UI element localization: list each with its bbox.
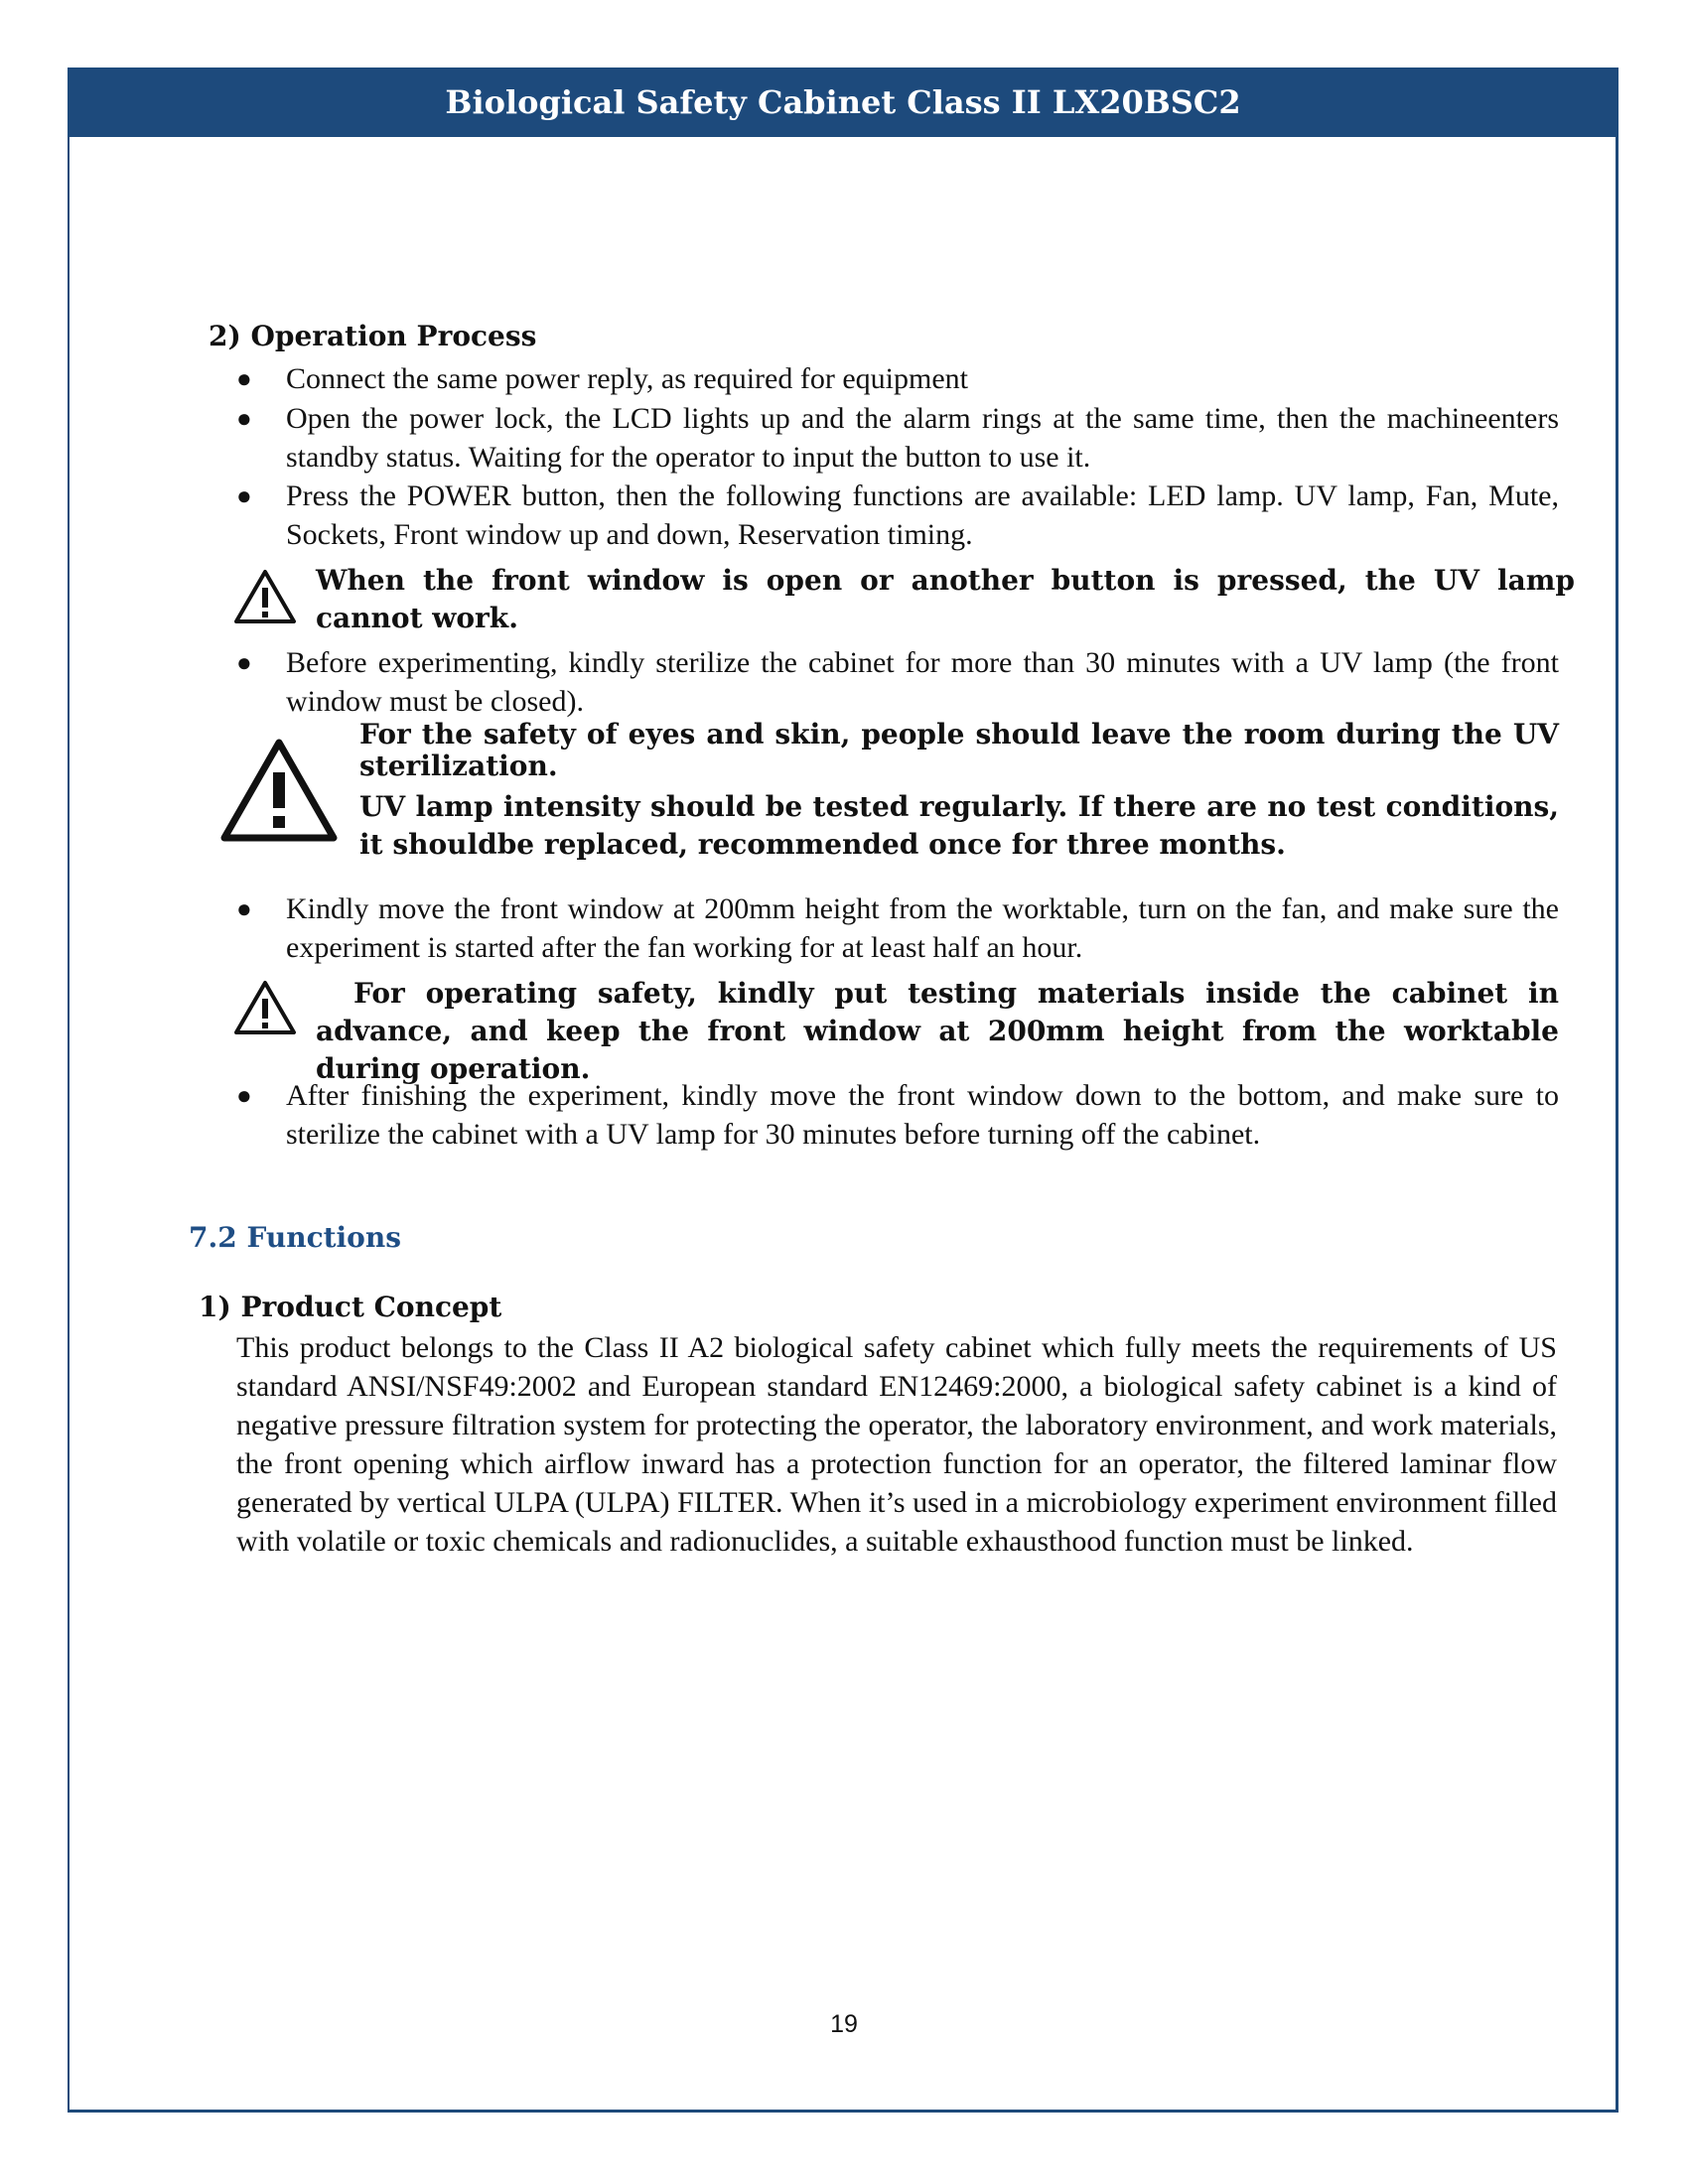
product-concept-paragraph: This product belongs to the Class II A2 biological safety cabinet which fully meets the requirements of US standard ANSI/NSF49:2002 and European standard EN12469:2000, a biological safety cabinet is a kind of negative pressure filtration system for protecting the operator, the laboratory environment, and work materials, the front opening which airflow inward has a protection function for an operator, the filtered laminar flow generated by vertical ULPA (ULPA) FILTER. When it’s used in a microbiology experiment environment filled with volatile or toxic chemicals and radionuclides, a suitable exhausthood function must be linked. (236, 1331, 1557, 1558)
document-title: Biological Safety Cabinet Class II LX20BSC2 (445, 83, 1241, 121)
operation-process-heading: 2) Operation Process (209, 320, 537, 352)
eyes-skin-warning: For the safety of eyes and skin, people should leave the room during the UV sterilization. (359, 718, 1559, 782)
list-item: ● After finishing the experiment, kindly move the front window down to the bottom, and make sure to sterilize the cabinet with a UV lamp for 30 minutes before turning off the cabinet. (238, 1076, 1559, 1154)
page-number: 19 (830, 2010, 858, 2038)
warning-triangle-icon (232, 568, 298, 625)
list-item: ● Before experimenting, kindly sterilize the cabinet for more than 30 minutes with a UV lamp (the front window must be closed). (238, 643, 1559, 721)
functions-heading: 7.2 Functions (189, 1221, 401, 1254)
list-item: ● Connect the same power reply, as required for equipment (238, 359, 1559, 398)
uv-lamp-warning: When the front window is open or another button is pressed, the UV lamp cannot work. (316, 564, 1575, 634)
list-item: ● Open the power lock, the LCD lights up and the alarm rings at the same time, then the machineenters standby status. Waiting for the operator to input the button to use it. (238, 399, 1559, 477)
product-concept-heading: 1) Product Concept (199, 1291, 502, 1323)
bullet-icon: ● (236, 1081, 252, 1110)
bullet-icon: ● (236, 894, 252, 923)
bullet-icon: ● (236, 364, 252, 393)
bullet-icon: ● (236, 481, 252, 510)
operating-safety-warning: For operating safety, kindly put testing materials inside the cabinet in advance, and keep the front window at 200mm height from the worktable during operation. (316, 977, 1559, 1085)
intensity-warning: UV lamp intensity should be tested regularly. If there are no test conditions, it shouldbe replaced, recommended once for three months. (359, 790, 1559, 861)
list-item: ● Press the POWER button, then the following functions are available: LED lamp. UV lamp, Fan, Mute, Sockets, Front window up and down, Reservation timing. (238, 477, 1559, 554)
list-item: ● Kindly move the front window at 200mm height from the worktable, turn on the fan, and make sure the experiment is started after the fan working for at least half an hour. (238, 889, 1559, 967)
warning-triangle-icon (218, 737, 340, 844)
warning-triangle-icon (232, 979, 298, 1036)
bullet-icon: ● (236, 404, 252, 433)
bullet-icon: ● (236, 648, 252, 677)
